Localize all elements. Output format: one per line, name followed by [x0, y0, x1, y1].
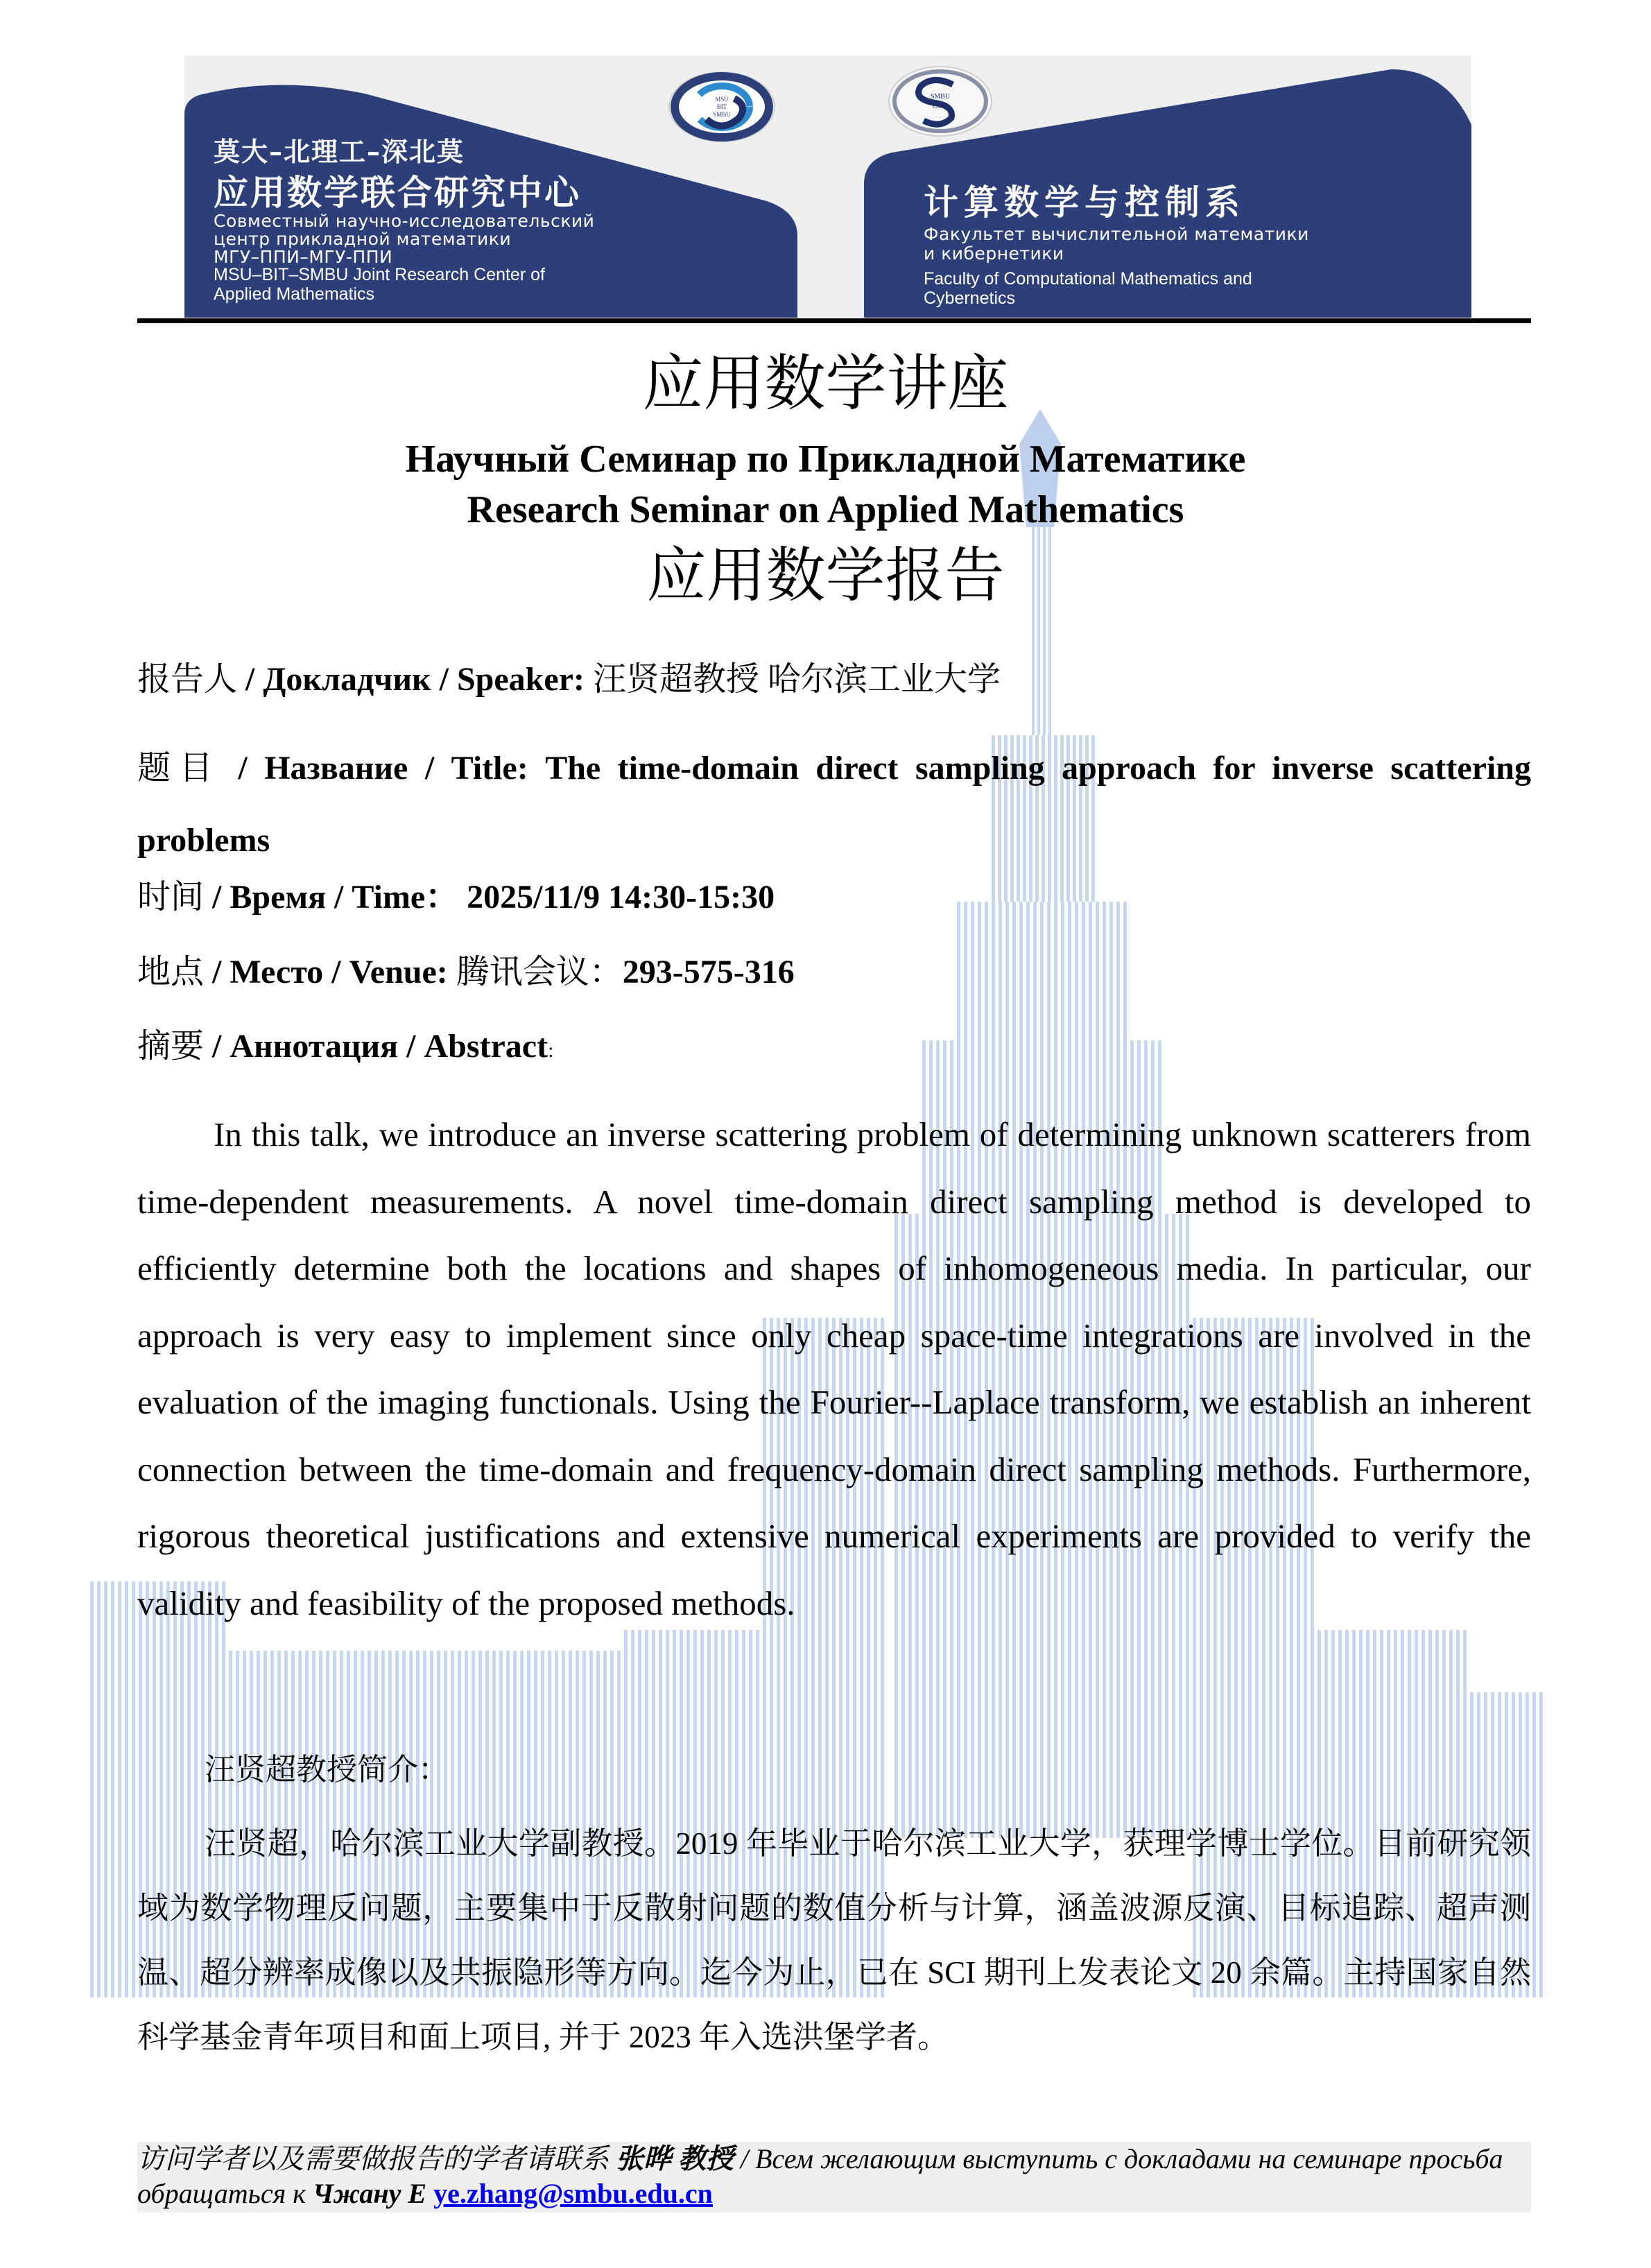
time-row: [137, 875, 1531, 920]
contact-email-link[interactable]: ye.zhang@smbu.edu.cn: [433, 2178, 713, 2209]
logo-right-text-2: CMC: [932, 103, 949, 110]
title-cn-lecture: 应用数学讲座: [642, 351, 1009, 418]
faculty-name-cn: 计算数学与控制系: [924, 182, 1245, 223]
center-ru-line-3: МГУ–ППИ–МГУ-ППИ: [214, 247, 393, 267]
center-name-en: [214, 265, 545, 304]
center-name-ru: [214, 212, 594, 266]
speaker-row: [137, 658, 1531, 702]
faculty-ru-line-2: и кибернетики: [924, 243, 1064, 264]
abstract-colon: :: [548, 1039, 554, 1062]
venue-label: / Место / Venue:: [204, 954, 448, 990]
faculty-ru-line-1: Факультет вычислительной математики: [924, 224, 1309, 244]
meeting-id: 293-575-316: [622, 954, 795, 990]
footer-ru-name: Чжану Е: [312, 2178, 427, 2209]
center-ru-line-1: Совместный научно-исследовательский: [214, 211, 595, 231]
faculty-en-line-1: Faculty of Computational Mathematics and: [924, 269, 1252, 289]
bio-text: 汪贤超，哈尔滨工业大学副教授。2019 年毕业于哈尔滨工业大学，获理学博士学位。目前研究领域为数学物理反问题，主要集中于反散射问题的数值分析与计算，涵盖波源反演、目标追踪、超声测温、超分辨率成像以及共振隐形等方向。迄今为止，已在 SCI 期刊上发表论文 20 余篇。主持国家自然科学基金青年项目和面上项目, 并于 2023 年入选洪堡学者。: [137, 1826, 1531, 2054]
center-name-cn-line1: 莫大–北理工–深北莫: [214, 137, 465, 167]
time-label: / Время / Time：: [204, 879, 459, 916]
logo-left-text-1: MSU: [715, 96, 729, 103]
talk-title-value: The time-domain direct sampling approach for inverse scattering problems: [137, 750, 1531, 859]
footer-ru-text: / Всем желающим выступить с докладами на семинаре просьба обращаться к: [137, 2143, 1503, 2209]
header-banner: [184, 55, 1471, 318]
faculty-name-ru: [924, 225, 1309, 264]
faculty-panel: [864, 55, 1471, 318]
time-label-cn: 时间: [137, 879, 205, 916]
smbu-cmc-logo-icon: [885, 65, 996, 137]
logo-left-text-3: SMBU: [713, 111, 731, 118]
msu-bit-smbu-logo-icon: [666, 71, 777, 143]
abstract-label: / Аннотация / Abstract: [204, 1028, 548, 1065]
center-en-line-2: Applied Mathematics: [214, 284, 375, 304]
abstract-row: [137, 1024, 1531, 1073]
venue-label-cn: 地点: [137, 954, 205, 990]
title-label-cn: 题目: [137, 750, 221, 787]
speaker-value: 汪贤超教授 哈尔滨工业大学: [592, 661, 1001, 698]
speaker-label-cn: 报告人: [137, 661, 238, 698]
contact-footer: [137, 2142, 1531, 2213]
title-en: Research Seminar on Applied Mathematics: [467, 488, 1184, 531]
faculty-name-en: [924, 269, 1252, 308]
title-ru: Научный Семинар по Прикладной Математике: [405, 438, 1246, 481]
logo-right-text-1: SMBU: [930, 93, 951, 101]
center-ru-line-2: центр прикладной математики: [214, 229, 512, 249]
faculty-en-line-2: Cybernetics: [924, 289, 1015, 308]
venue-row: [137, 950, 1531, 995]
venue-value-cn: 腾讯会议：: [456, 954, 623, 990]
speaker-label: / Докладчик / Speaker:: [237, 661, 585, 698]
bio-heading: 汪贤超教授简介：: [205, 1753, 449, 1787]
title-label: / Название / Title:: [221, 750, 528, 787]
talk-title-row: [137, 732, 1531, 877]
time-value: 2025/11/9 14:30-15:30: [467, 879, 775, 916]
center-en-line-1: MSU–BIT–SMBU Joint Research Center of: [214, 265, 545, 284]
footer-cn-name: 张晔 教授: [616, 2143, 734, 2174]
joint-center-panel: [184, 55, 797, 318]
abstract-label-cn: 摘要: [137, 1028, 205, 1065]
title-cn-report: 应用数学报告: [646, 542, 1005, 609]
header-divider: [137, 318, 1531, 323]
logo-left-text-2: BIT: [716, 103, 727, 110]
center-name-cn-line2: 应用数学联合研究中心: [214, 173, 581, 213]
abstract-text: In this talk, we introduce an inverse scattering problem of determining unknown scatterers from time-dependent measurements. A novel time-domain direct sampling method is developed to efficiently determine both the locations and shapes of inhomogeneous media. In particular, our approach is very easy to implement since only cheap space-time integrations are involved in the evaluation of the imaging functionals. Using the Fourier--Laplace transform, we establish an inherent connection between the time-domain and frequency-domain direct sampling methods. Furthermore, rigorous theoretical justifications and extensive numerical experiments are provided to verify the validity and feasibility of the proposed methods.: [137, 1115, 1531, 1622]
footer-cn-text: 访问学者以及需要做报告的学者请联系: [137, 2143, 616, 2174]
